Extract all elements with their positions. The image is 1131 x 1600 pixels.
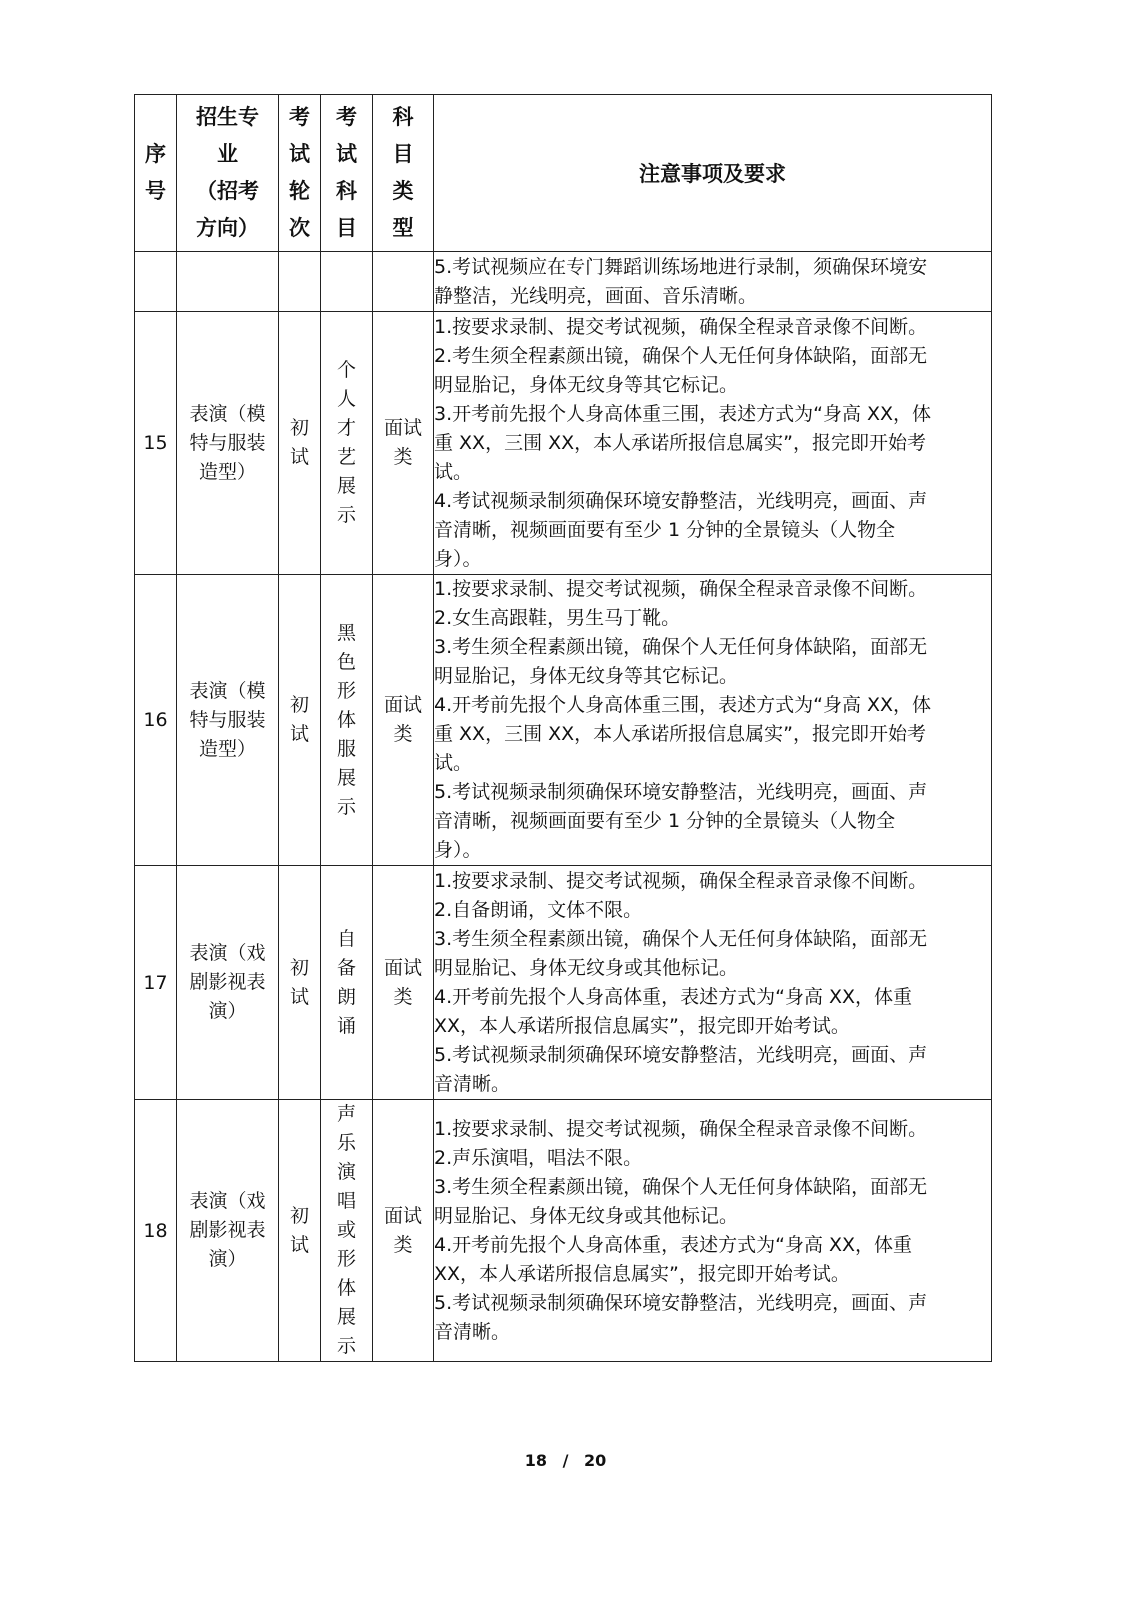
subject-char: 才 xyxy=(336,417,356,439)
header-char: 目 xyxy=(336,216,357,240)
empty-cell xyxy=(321,252,373,312)
major-line: 特与服装 xyxy=(189,708,266,731)
table-row xyxy=(135,312,992,575)
subject-char: 体 xyxy=(336,1277,356,1299)
row-number: 18 xyxy=(135,1100,177,1362)
note-line: 音清晰，视频画面要有至少 1 分钟的全景镜头（人物全 xyxy=(434,810,896,832)
major-line: 剧影视表 xyxy=(189,1219,266,1241)
header-round xyxy=(279,95,321,252)
round-char: 初 xyxy=(289,1204,309,1227)
subject-char: 声 xyxy=(336,1103,356,1125)
note-line: 4.开考前先报个人身高体重，表述方式为“身高 XX，体重 xyxy=(434,985,913,1008)
major-cell xyxy=(177,1100,279,1362)
subject-char: 黑 xyxy=(336,621,356,644)
type-cell xyxy=(373,312,434,575)
notes-cell xyxy=(434,252,992,312)
note-line: 5.考试视频录制须确保环境安静整洁，光线明亮，画面、声 xyxy=(434,1291,928,1314)
page-total: 20 xyxy=(584,1451,607,1470)
page-number: 18 xyxy=(524,1451,547,1470)
note-line: 明显胎记、身体无纹身或其他标记。 xyxy=(434,1204,739,1227)
note-line: 2.考生须全程素颜出镜，确保个人无任何身体缺陷，面部无 xyxy=(434,344,928,367)
round-cell xyxy=(279,1100,321,1362)
subject-char: 艺 xyxy=(336,446,356,468)
subject-stack xyxy=(321,925,372,1041)
notes-cell xyxy=(434,866,992,1100)
major-line: 表演（模 xyxy=(189,402,266,425)
subject-char: 朗 xyxy=(336,985,356,1008)
round-char: 试 xyxy=(289,723,309,745)
round-char: 试 xyxy=(289,1233,309,1256)
requirements-table xyxy=(134,94,992,1362)
note-line: 5.考试视频应在专门舞蹈训练场地进行录制，须确保环境安 xyxy=(434,255,928,278)
note-line: 4.开考前先报个人身高体重，表述方式为“身高 XX，体重 xyxy=(434,1233,913,1256)
subject-char: 备 xyxy=(336,956,356,979)
notes-cell xyxy=(434,312,992,575)
note-line: 1.按要求录制、提交考试视频，确保全程录音录像不间断。 xyxy=(434,1117,928,1140)
note-line: 1.按要求录制、提交考试视频，确保全程录音录像不间断。 xyxy=(434,315,928,338)
note-line: 音清晰。 xyxy=(434,1072,511,1095)
note-line: 1.按要求录制、提交考试视频，确保全程录音录像不间断。 xyxy=(434,578,928,600)
header-row xyxy=(135,95,992,252)
notes-cell xyxy=(434,575,992,866)
page-separator: / xyxy=(562,1451,569,1470)
major-cell xyxy=(177,866,279,1100)
round-cell xyxy=(279,866,321,1100)
round-cell xyxy=(279,575,321,866)
subject-stack xyxy=(321,619,372,822)
major-line: 演） xyxy=(208,1000,247,1022)
subject-char: 示 xyxy=(336,504,356,526)
subject-char: 演 xyxy=(336,1161,356,1183)
note-line: 重 XX，三围 XX，本人承诺所报信息属实”，报完即开始考 xyxy=(434,431,926,454)
major-line: 演） xyxy=(208,1248,247,1270)
note-line: 身）。 xyxy=(434,547,482,570)
header-char: 科 xyxy=(336,179,357,203)
row-number: 16 xyxy=(135,575,177,866)
subject-char: 乐 xyxy=(336,1132,356,1154)
note-line: 明显胎记、身体无纹身或其他标记。 xyxy=(434,956,739,979)
header-char: 考 xyxy=(289,105,310,129)
note-line: 3.考生须全程素颜出镜，确保个人无任何身体缺陷，面部无 xyxy=(434,927,928,950)
subject-char: 展 xyxy=(336,475,356,497)
type-line: 类 xyxy=(393,723,413,745)
header-char: 类 xyxy=(392,179,414,203)
note-line: 3.考生须全程素颜出镜，确保个人无任何身体缺陷，面部无 xyxy=(434,1175,928,1198)
subject-stack xyxy=(321,1100,372,1361)
header-notes: 注意事项及要求 xyxy=(434,95,992,252)
empty-cell xyxy=(135,252,177,312)
note-line: 身）。 xyxy=(434,839,482,861)
note-line: 明显胎记，身体无纹身等其它标记。 xyxy=(434,665,739,687)
note-line: 3.开考前先报个人身高体重三围，表述方式为“身高 XX，体 xyxy=(434,402,932,425)
subject-char: 个 xyxy=(336,359,356,381)
type-cell xyxy=(373,866,434,1100)
note-line: 明显胎记，身体无纹身等其它标记。 xyxy=(434,373,739,396)
note-line: 2.女生高跟鞋，男生马丁靴。 xyxy=(434,607,681,629)
type-line: 类 xyxy=(393,446,413,468)
note-line: 1.按要求录制、提交考试视频，确保全程录音录像不间断。 xyxy=(434,869,928,892)
major-line: 表演（戏 xyxy=(189,942,266,964)
header-char: 轮 xyxy=(289,179,310,203)
note-line: 4.考试视频录制须确保环境安静整洁，光线明亮，画面、声 xyxy=(434,489,928,512)
subject-char: 人 xyxy=(336,388,356,410)
header-char: （招考 xyxy=(196,179,259,203)
note-line: 2.自备朗诵，文体不限。 xyxy=(434,898,643,921)
subject-char: 服 xyxy=(336,737,356,760)
subject-char: 示 xyxy=(336,795,356,818)
type-line: 面试 xyxy=(383,1204,422,1227)
type-line: 面试 xyxy=(383,956,422,979)
header-char: 方向） xyxy=(196,216,259,240)
subject-char: 形 xyxy=(336,1248,356,1270)
subject-char: 展 xyxy=(336,766,356,789)
round-cell xyxy=(279,312,321,575)
notes-cell xyxy=(434,1100,992,1362)
note-line: 5.考试视频录制须确保环境安静整洁，光线明亮，画面、声 xyxy=(434,781,928,803)
subject-char: 唱 xyxy=(336,1190,356,1212)
subject-cell xyxy=(321,1100,373,1362)
empty-cell xyxy=(279,252,321,312)
subject-char: 色 xyxy=(336,650,356,673)
round-char: 试 xyxy=(289,985,309,1008)
header-char: 次 xyxy=(289,216,310,240)
major-cell xyxy=(177,575,279,866)
type-line: 面试 xyxy=(383,417,422,439)
type-cell xyxy=(373,1100,434,1362)
round-char: 初 xyxy=(289,956,309,979)
type-line: 面试 xyxy=(383,694,422,716)
note-line: 音清晰。 xyxy=(434,1320,511,1343)
header-char: 招生专 xyxy=(196,105,259,129)
header-char: 考 xyxy=(336,105,357,129)
header-char: 号 xyxy=(145,179,166,203)
header-char: 试 xyxy=(289,142,310,166)
header-char: 业 xyxy=(217,142,238,166)
type-line: 类 xyxy=(393,985,413,1008)
major-line: 造型） xyxy=(198,460,256,483)
subject-char: 展 xyxy=(336,1306,356,1328)
subject-char: 诵 xyxy=(336,1014,356,1037)
note-line: 试。 xyxy=(434,460,473,483)
note-line: 音清晰，视频画面要有至少 1 分钟的全景镜头（人物全 xyxy=(434,518,896,541)
major-line: 表演（戏 xyxy=(189,1190,266,1212)
continuation-row xyxy=(135,252,992,312)
note-line: 静整洁，光线明亮，画面、音乐清晰。 xyxy=(434,284,758,307)
subject-char: 自 xyxy=(336,927,356,950)
row-number: 17 xyxy=(135,866,177,1100)
type-cell xyxy=(373,575,434,866)
header-char: 科 xyxy=(392,105,414,129)
table-row xyxy=(135,575,992,866)
subject-char: 体 xyxy=(336,708,356,731)
round-char: 初 xyxy=(289,417,309,439)
major-cell xyxy=(177,312,279,575)
header-num xyxy=(135,95,177,252)
round-char: 初 xyxy=(289,694,309,716)
header-ctype xyxy=(373,95,434,252)
major-line: 造型） xyxy=(198,737,256,760)
empty-cell xyxy=(373,252,434,312)
note-line: 重 XX，三围 XX，本人承诺所报信息属实”，报完即开始考 xyxy=(434,723,926,745)
table-row xyxy=(135,866,992,1100)
row-number: 15 xyxy=(135,312,177,575)
note-line: 3.考生须全程素颜出镜，确保个人无任何身体缺陷，面部无 xyxy=(434,636,928,658)
header-char: 目 xyxy=(392,142,414,166)
table-row xyxy=(135,1100,992,1362)
note-line: 2.声乐演唱，唱法不限。 xyxy=(434,1146,643,1169)
note-line: 5.考试视频录制须确保环境安静整洁，光线明亮，画面、声 xyxy=(434,1043,928,1066)
subject-cell xyxy=(321,312,373,575)
header-subject xyxy=(321,95,373,252)
page-footer xyxy=(0,1451,1131,1470)
subject-char: 形 xyxy=(336,679,356,702)
major-line: 表演（模 xyxy=(189,679,266,702)
header-major xyxy=(177,95,279,252)
subject-char: 或 xyxy=(336,1219,356,1241)
major-line: 剧影视表 xyxy=(189,971,266,993)
subject-stack xyxy=(321,356,372,530)
empty-cell xyxy=(177,252,279,312)
round-char: 试 xyxy=(289,446,309,468)
note-line: 试。 xyxy=(434,752,473,774)
header-char: 试 xyxy=(336,142,357,166)
header-char: 型 xyxy=(392,216,414,240)
subject-cell xyxy=(321,866,373,1100)
note-line: 4.开考前先报个人身高体重三围，表述方式为“身高 XX，体 xyxy=(434,694,932,716)
subject-cell xyxy=(321,575,373,866)
header-char: 序 xyxy=(145,142,166,166)
major-line: 特与服装 xyxy=(189,431,266,454)
note-line: XX，本人承诺所报信息属实”，报完即开始考试。 xyxy=(434,1014,850,1037)
subject-char: 示 xyxy=(336,1335,356,1357)
note-line: XX，本人承诺所报信息属实”，报完即开始考试。 xyxy=(434,1262,850,1285)
type-line: 类 xyxy=(393,1233,413,1256)
